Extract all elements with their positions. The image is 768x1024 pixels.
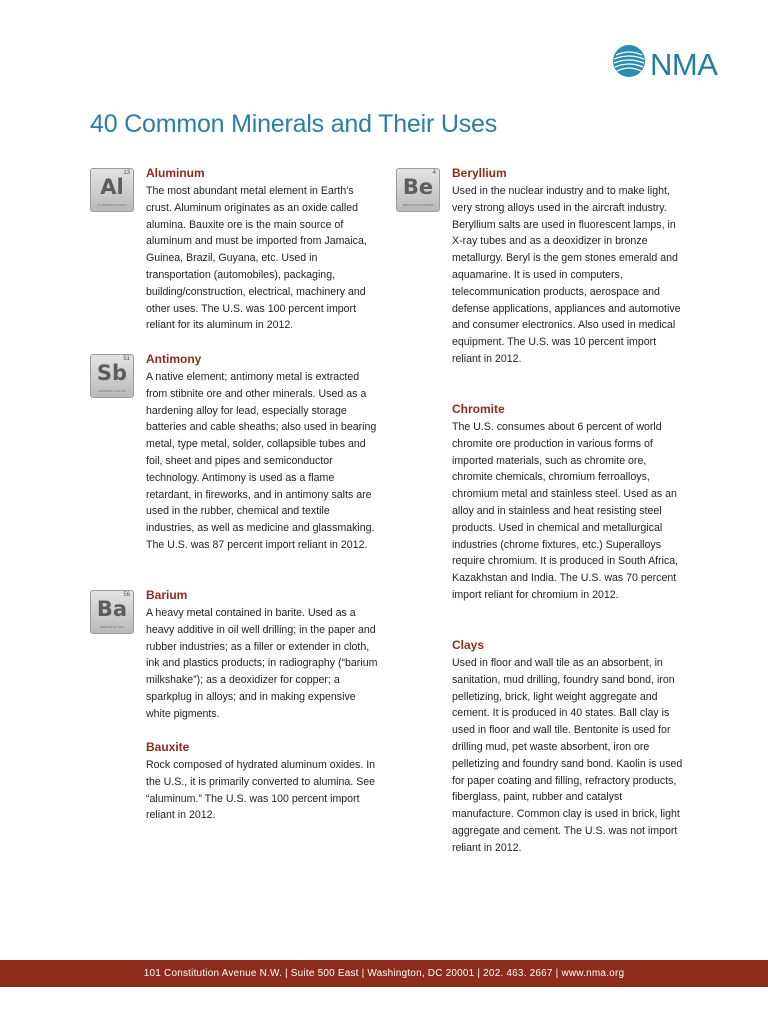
mineral-entry-aluminum [90, 166, 380, 352]
mineral-name: Chromite [452, 402, 505, 416]
mineral-description: A heavy metal contained in barite. Used as a heavy additive in oil well drilling; in the paper and rubber industries; as a filler or extender in cloth, ink and plastics products; in radiography (“barium milkshake”); as a deoxidizer for copper; a sparkplug in alloys; and in making expensive white pigments. [146, 607, 378, 720]
logo-text: NMA [650, 47, 718, 82]
element-tile-beryllium [396, 168, 440, 212]
element-symbol: Be [402, 175, 434, 199]
mineral-name: Bauxite [146, 740, 190, 754]
left-column [90, 166, 380, 824]
element-small-label: BARIUM 137.327 [100, 625, 124, 629]
globe-icon [612, 44, 646, 78]
footer-bar [0, 960, 768, 987]
mineral-description: Rock composed of hydrated aluminum oxides. In the U.S., it is primarily converted to alumina. See “aluminum.” The U.S. was 100 percent import reliant in 2012. [146, 759, 376, 822]
mineral-description: Used in floor and wall tile as an absorbent, in sanitation, mud drilling, foundry sand bond, iron pelletizing, brick, light weight aggregate and cement. It is produced in 40 states. Ball clay is used in floor and wall tile. Bentonite is used for drilling mud, pet waste absorbent, iron ore pelletizing and foundry sand bond. Kaolin is used for paper coating and filling, refractory products, fiberglass, paint, rubber and catalyst manufacture. Common clay is used in brick, light aggregate and cement. The U.S. was not import reliant in 2012. [452, 657, 683, 854]
mineral-entry-beryllium [396, 166, 686, 402]
mineral-entry-clays [396, 638, 686, 857]
right-column [396, 166, 686, 857]
mineral-entry-barium [90, 588, 380, 740]
element-small-label: ALUMINUM 26.98154 [97, 203, 127, 207]
mineral-entry-bauxite [90, 740, 380, 824]
mineral-name: Clays [452, 638, 485, 652]
mineral-entry-chromite [396, 402, 686, 638]
footer-address: 101 Constitution Avenue N.W. | Suite 500 East | Washington, DC 20001 | 202. 463. 2667 | www.nma.org [143, 968, 625, 979]
mineral-name: Aluminum [146, 166, 205, 180]
element-small-label: BERYLLIUM 9.012182 [402, 203, 434, 207]
mineral-name: Beryllium [452, 166, 507, 180]
mineral-name: Barium [146, 588, 188, 602]
element-number: 56 [123, 592, 130, 598]
element-tile-aluminum [90, 168, 134, 212]
nma-logo [612, 44, 732, 84]
mineral-description: Used in the nuclear industry and to make light, very strong alloys used in the aircraft industry. Beryllium salts are used in fluorescent lamps, in X-ray tubes and as a deoxidizer in bronze metallurgy. Beryl is the gem stones emerald and aquamarine. It is used in computers, telecommunication products, aerospace and defense applications, appliances and automotive and consumer electronics. Also used in medical equipment. The U.S. was 10 percent import reliant in 2012. [452, 185, 681, 365]
element-small-label: ANTIMONY 121.760 [98, 389, 126, 393]
mineral-name: Antimony [146, 352, 202, 366]
element-tile-barium [90, 590, 134, 634]
mineral-description: The U.S. consumes about 6 percent of world chromite ore production in various forms of imported materials, such as chromite ore, chromite chemicals, chromium ferroalloys, chromium metal and stainless steel. Used as an alloy and in stainless and heat resisting steel products. Used in chemical and metallurgical industries (chrome fixtures, etc.) Superalloys require chromium. It is produced in South Africa, Kazakhstan and India. The U.S. was 70 percent import reliant for chromium in 2012. [452, 421, 679, 601]
page-title: 40 Common Minerals and Their Uses [90, 110, 497, 138]
element-number: 4 [432, 170, 436, 176]
mineral-entry-antimony [90, 352, 380, 588]
element-number: 13 [123, 170, 130, 176]
element-symbol: Sb [96, 361, 128, 385]
mineral-description: A native element; antimony metal is extracted from stibnite ore and other minerals. Used as a hardening alloy for lead, especially storage batteries and cable sheaths; also used in bearing metal, type metal, solder, collapsible tubes and foil, sheet and pipes and semiconductor technology. Antimony is used as a flame retardant, in fireworks, and in antimony salts are used in the rubber, chemical and textile industries, as well as medicine and glassmaking. The U.S. was 87 percent import reliant in 2012. [146, 371, 377, 551]
element-symbol: Ba [96, 597, 128, 621]
element-number: 51 [123, 356, 130, 362]
element-tile-antimony [90, 354, 134, 398]
mineral-description: The most abundant metal element in Earth's crust. Aluminum originates as an oxide called alumina. Bauxite ore is the main source of aluminum and must be imported from Jamaica, Guinea, Brazil, Guyana, etc. Used in transportation (automobiles), packaging, building/construction, electrical, machinery and other uses. The U.S. was 100 percent import reliant for its aluminum in 2012. [146, 185, 367, 332]
element-symbol: Al [100, 175, 124, 199]
